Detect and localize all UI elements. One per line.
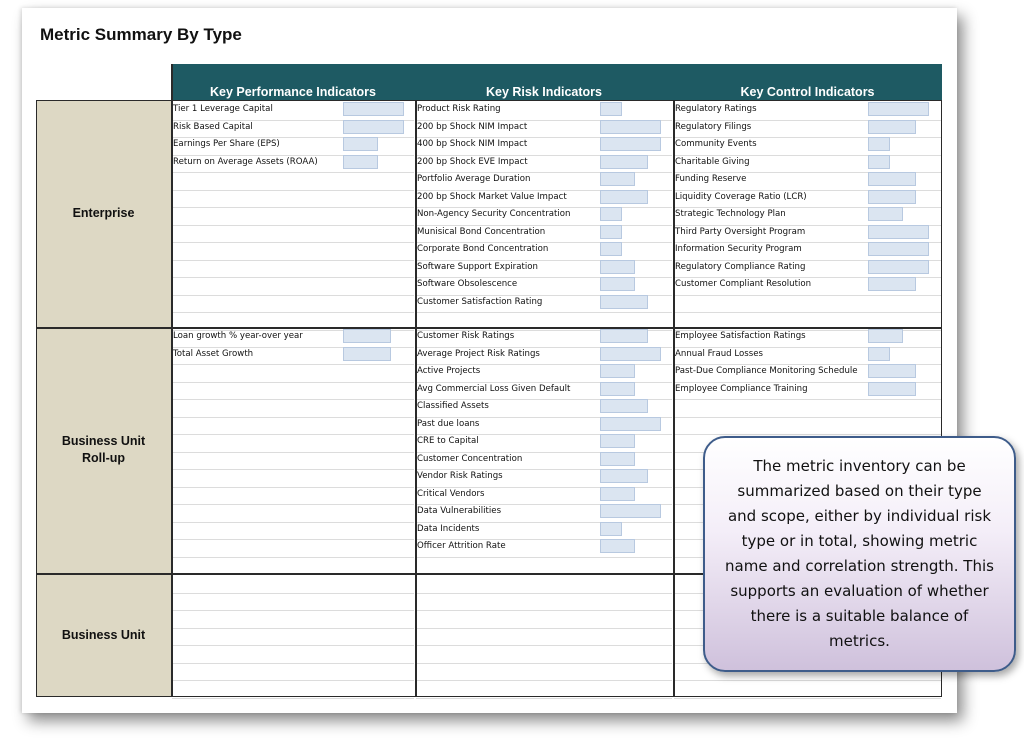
metric-name: Tier 1 Leverage Capital <box>173 104 273 114</box>
metric-name: Past-Due Compliance Monitoring Schedule <box>675 366 858 376</box>
metric-name: 200 bp Shock EVE Impact <box>417 156 528 167</box>
column-header-kpi: Key Performance Indicators <box>171 64 415 100</box>
page-title: Metric Summary By Type <box>40 25 242 44</box>
metric-name: Software Obsolescence <box>417 279 518 289</box>
metric-name: Customer Compliant Resolution <box>675 279 812 289</box>
row-label-business-unit: Business Unit <box>36 573 171 697</box>
metric-name: Third Party Oversight Program <box>675 226 806 237</box>
metric-name: Customer Concentration <box>417 453 523 464</box>
column-divider <box>415 100 417 697</box>
metric-name: Customer Satisfaction Rating <box>417 296 543 307</box>
metric-name: Employee Satisfaction Ratings <box>675 331 806 341</box>
metric-name: 200 bp Shock Market Value Impact <box>417 191 567 202</box>
metric-name: Strategic Technology Plan <box>675 209 786 219</box>
grid-line <box>416 698 672 699</box>
metric-name: CRE to Capital <box>417 436 479 446</box>
metric-name: Regulatory Compliance Rating <box>675 261 806 272</box>
callout-note: The metric inventory can be summarized based on their type and scope, either by individual risk type or in total, showing metric name and correlation strength. This supports an evaluation of whether there is a suitable balance of metrics. <box>703 436 1016 672</box>
metric-name: Annual Fraud Losses <box>675 348 763 359</box>
metric-name: Regulatory Filings <box>675 121 752 132</box>
metric-name: Avg Commercial Loss Given Default <box>417 383 571 394</box>
metric-name: Return on Average Assets (ROAA) <box>173 156 318 167</box>
metric-name: Portfolio Average Duration <box>417 174 531 184</box>
metric-name: Non-Agency Security Concentration <box>417 209 571 219</box>
metric-name: 400 bp Shock NIM Impact <box>417 139 528 149</box>
column-divider <box>673 100 675 697</box>
metric-name: Loan growth % year-over year <box>173 331 303 341</box>
metric-name: Product Risk Rating <box>417 104 501 114</box>
metric-name: Past due loans <box>417 418 480 429</box>
grid-line <box>674 698 941 699</box>
grid-line <box>172 698 414 699</box>
metric-name: 200 bp Shock NIM Impact <box>417 121 528 132</box>
metric-name: Data Incidents <box>417 523 480 534</box>
metric-name: Liquidity Coverage Ratio (LCR) <box>675 191 807 202</box>
column-header-kri: Key Risk Indicators <box>415 64 673 100</box>
metric-name: Critical Vendors <box>417 488 485 499</box>
metric-name: Information Security Program <box>675 244 802 254</box>
row-label-business-unit-roll-up: Business Unit Roll-up <box>36 327 171 573</box>
metric-name: Classified Assets <box>417 401 489 411</box>
metric-name: Customer Risk Ratings <box>417 331 515 341</box>
column-header-kci: Key Control Indicators <box>673 64 942 100</box>
metric-name: Community Events <box>675 139 757 149</box>
metric-name: Software Support Expiration <box>417 261 538 272</box>
metric-name: Charitable Giving <box>675 156 750 167</box>
metric-name: Corporate Bond Concentration <box>417 244 549 254</box>
metric-name: Regulatory Ratings <box>675 104 757 114</box>
column-divider <box>171 64 173 697</box>
metric-name: Risk Based Capital <box>173 121 253 132</box>
metric-name: Employee Compliance Training <box>675 383 808 394</box>
metric-name: Munisical Bond Concentration <box>417 226 546 237</box>
row-label-enterprise: Enterprise <box>36 100 171 327</box>
metric-name: Funding Reserve <box>675 174 747 184</box>
metric-name: Earnings Per Share (EPS) <box>173 139 280 149</box>
metric-name: Officer Attrition Rate <box>417 541 506 551</box>
metric-name: Data Vulnerabilities <box>417 506 502 516</box>
metric-name: Average Project Risk Ratings <box>417 348 540 359</box>
metric-name: Active Projects <box>417 366 481 376</box>
metric-name: Vendor Risk Ratings <box>417 471 503 481</box>
metric-name: Total Asset Growth <box>173 348 254 359</box>
